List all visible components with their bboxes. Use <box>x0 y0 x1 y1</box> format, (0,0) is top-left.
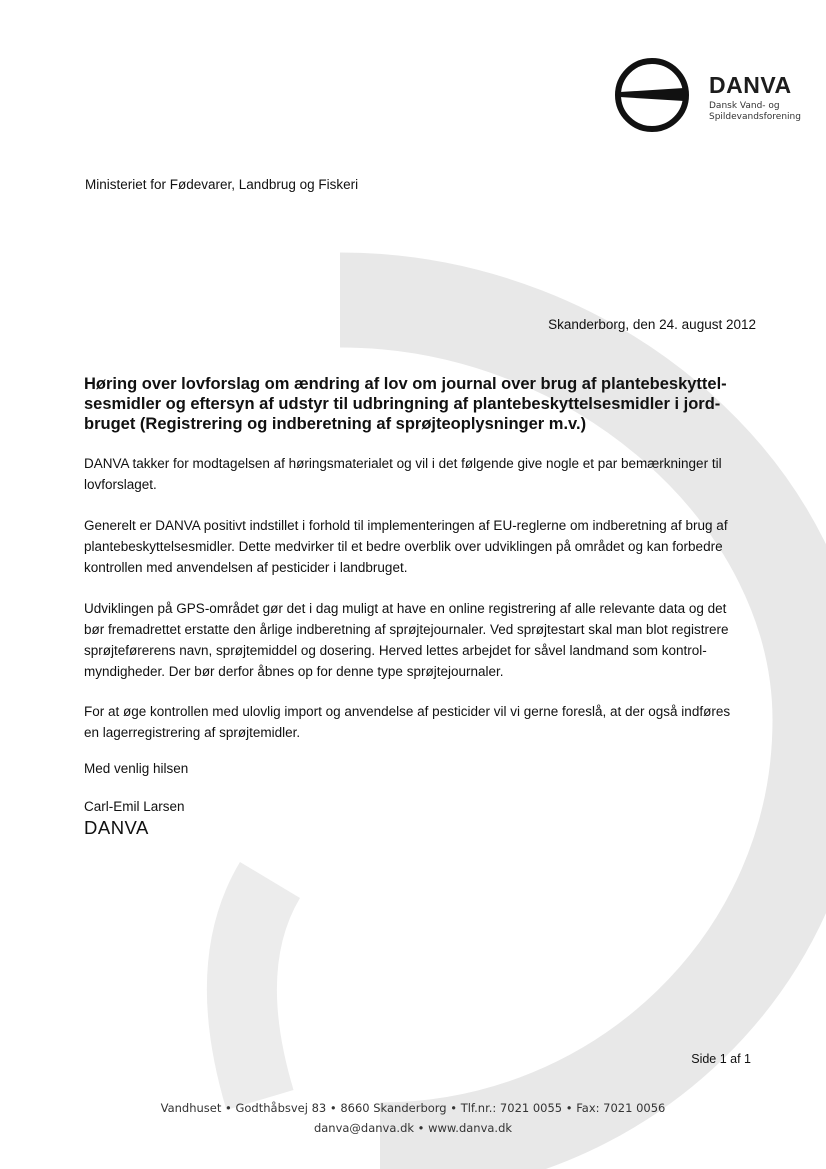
paragraph-line: For at øge kontrollen med ulovlig import og anvendelse af pesticider vil vi gerne foreslå, at der også indføres <box>84 704 731 719</box>
signer-name: Carl-Emil Larsen <box>84 799 185 814</box>
danva-ring-icon <box>612 55 697 140</box>
paragraph-4 <box>84 701 764 743</box>
paragraph-line: Udviklingen på GPS-området gør det i dag muligt at have en online registrering af alle relevante data og det <box>84 601 727 616</box>
paragraph-2 <box>84 515 764 578</box>
logo-name: DANVA <box>709 72 792 98</box>
closing-greeting: Med venlig hilsen <box>84 761 189 776</box>
logo-subtitle-line: Spildevandsforening <box>709 112 801 122</box>
danva-logo <box>612 55 812 140</box>
recipient: Ministeriet for Fødevarer, Landbrug og Fiskeri <box>85 177 359 192</box>
logo-subtitle-line: Dansk Vand- og <box>709 101 780 111</box>
logo-subtitle <box>709 101 801 123</box>
paragraph-line: kontrollen med anvendelsen af pesticider i landbruget. <box>84 560 408 575</box>
paragraph-3 <box>84 598 764 682</box>
footer-address: Vandhuset • Godthåbsvej 83 • 8660 Skanderborg • Tlf.nr.: 7021 0055 • Fax: 7021 0056 <box>160 1101 666 1115</box>
paragraph-line: en lagerregistrering af sprøjtemidler. <box>84 725 301 740</box>
paragraph-1 <box>84 453 764 495</box>
subject-line: bruget (Registrering og indberetning af sprøjteoplysninger m.v.) <box>84 415 587 433</box>
subject-heading <box>84 374 754 434</box>
footer-contact: danva@danva.dk • www.danva.dk <box>313 1121 513 1135</box>
letter-date: Skanderborg, den 24. august 2012 <box>548 317 756 332</box>
subject-line: Høring over lovforslag om ændring af lov om journal over brug af plantebeskyttel- <box>84 375 727 393</box>
paragraph-line: plantebeskyttelsesmidler. Dette medvirker til et bedre overblik over udviklingen på området og kan forbedre <box>84 539 723 554</box>
paragraph-line: myndigheder. Der bør derfor åbnes op for denne type sprøjtejournaler. <box>84 664 504 679</box>
page-number: Side 1 af 1 <box>691 1052 751 1066</box>
paragraph-line: lovforslaget. <box>84 477 157 492</box>
paragraph-line: sprøjteførerens navn, sprøjtemiddel og dosering. Herved lettes arbejdet for såvel landmand som kontrol- <box>84 643 707 658</box>
paragraph-line: bør fremadrettet erstatte den årlige indberetning af sprøjtejournaler. Ved sprøjtestart skal man blot registrere <box>84 622 729 637</box>
paragraph-line: DANVA takker for modtagelsen af høringsmaterialet og vil i det følgende give nogle et par bemærkninger til <box>84 456 722 471</box>
signer-organization: DANVA <box>84 817 149 838</box>
paragraph-line: Generelt er DANVA positivt indstillet i forhold til implementeringen af EU-reglerne om indberetning af brug af <box>84 518 728 533</box>
subject-line: sesmidler og eftersyn af udstyr til udbringning af plantebeskyttelsesmidler i jord- <box>84 395 721 413</box>
